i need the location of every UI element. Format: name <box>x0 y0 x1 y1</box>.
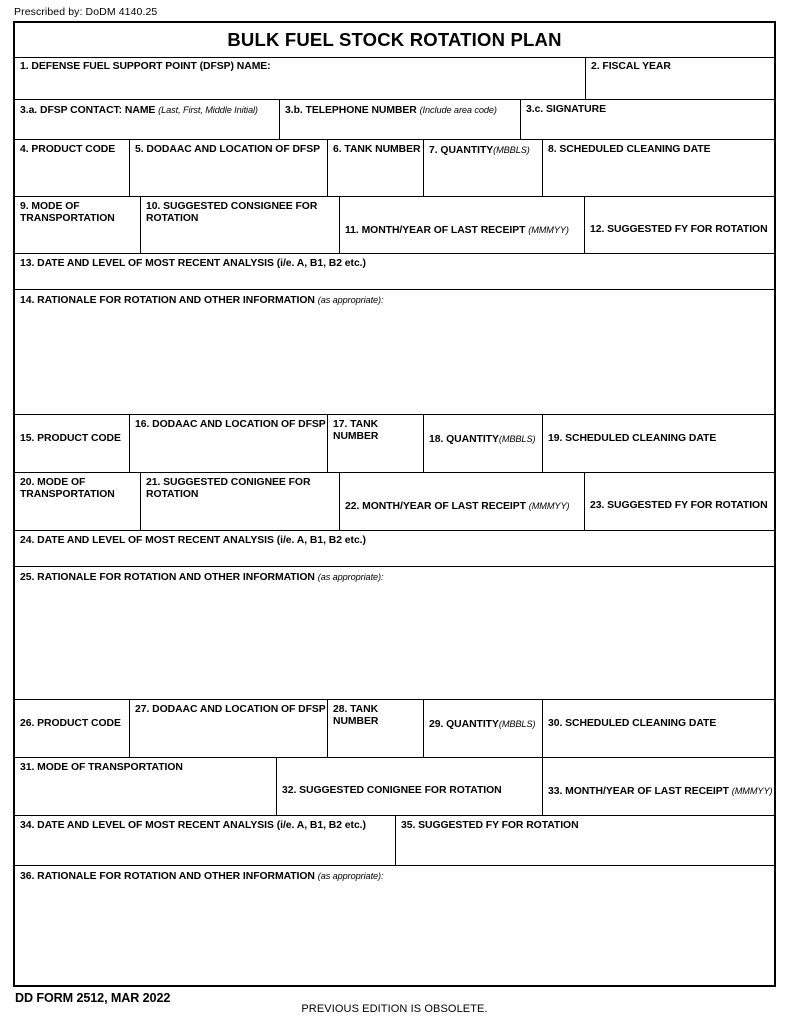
field-19-scheduled-cleaning-date[interactable] <box>542 415 774 472</box>
field-17-label: 17. TANK NUMBER <box>333 419 379 443</box>
field-26-product-code[interactable] <box>15 700 129 757</box>
field-11-label: 11. MONTH/YEAR OF LAST RECEIPT (MMMYY) <box>345 225 569 236</box>
field-30-scheduled-cleaning-date[interactable] <box>542 700 774 757</box>
field-7-quantity[interactable] <box>423 140 542 196</box>
field-36-rationale[interactable] <box>15 866 774 987</box>
field-12-suggested-fy-rotation[interactable] <box>584 197 774 253</box>
field-15-product-code[interactable] <box>15 415 129 472</box>
form-title-bar <box>15 23 774 58</box>
field-13-date-level-analysis[interactable] <box>15 254 774 289</box>
field-8-scheduled-cleaning-date[interactable] <box>542 140 774 196</box>
field-12-label: 12. SUGGESTED FY FOR ROTATION <box>590 224 768 235</box>
field-34-label: 34. DATE AND LEVEL OF MOST RECENT ANALYSIS (i/e. A, B1, B2 etc.) <box>20 820 366 831</box>
field-22-month-year-last-receipt[interactable] <box>339 473 584 530</box>
field-9-label: 9. MODE OF TRANSPORTATION <box>20 201 115 225</box>
field-16-label: 16. DODAAC AND LOCATION OF DFSP <box>135 419 326 430</box>
field-7-label: 7. QUANTITY(MBBLS) <box>429 145 530 156</box>
field-2-label: 2. FISCAL YEAR <box>591 61 671 72</box>
field-21-suggested-consignee[interactable] <box>140 473 339 530</box>
field-2-fiscal-year[interactable] <box>585 57 774 99</box>
field-1-dfsp-name[interactable] <box>15 57 585 99</box>
field-6-label: 6. TANK NUMBER <box>333 144 421 155</box>
field-14-rationale[interactable] <box>15 290 774 414</box>
field-6-tank-number[interactable] <box>327 140 423 196</box>
row-block1-product <box>15 140 774 197</box>
field-17-tank-number[interactable] <box>327 415 423 472</box>
field-4-product-code[interactable] <box>15 140 129 196</box>
field-3b-label: 3.b. TELEPHONE NUMBER (Include area code) <box>285 105 497 116</box>
previous-edition-note: PREVIOUS EDITION IS OBSOLETE. <box>301 1003 488 1015</box>
field-29-quantity[interactable] <box>423 700 542 757</box>
field-8-label: 8. SCHEDULED CLEANING DATE <box>548 144 711 155</box>
row-dfsp-name-fiscal-year <box>15 57 774 100</box>
field-30-label: 30. SCHEDULED CLEANING DATE <box>548 718 717 729</box>
field-35-suggested-fy-rotation[interactable] <box>395 816 774 865</box>
row-block1-transport <box>15 197 774 254</box>
form-number-footer: DD FORM 2512, MAR 2022 <box>15 991 171 1005</box>
field-24-label: 24. DATE AND LEVEL OF MOST RECENT ANALYSIS (i/e. A, B1, B2 etc.) <box>20 535 366 546</box>
field-25-rationale[interactable] <box>15 567 774 699</box>
field-21-label: 21. SUGGESTED CONIGNEE FOR ROTATION <box>146 477 311 501</box>
field-25-label: 25. RATIONALE FOR ROTATION AND OTHER INFORMATION (as appropriate): <box>20 572 384 583</box>
field-34-date-level-analysis[interactable] <box>15 816 395 865</box>
row-field-13 <box>15 254 774 290</box>
field-19-label: 19. SCHEDULED CLEANING DATE <box>548 433 717 444</box>
field-28-tank-number[interactable] <box>327 700 423 757</box>
row-dfsp-contact <box>15 100 774 140</box>
prescribed-by-text: Prescribed by: DoDM 4140.25 <box>14 6 158 18</box>
field-3b-telephone-number[interactable] <box>279 100 520 139</box>
field-20-mode-of-transportation[interactable] <box>15 473 140 530</box>
field-10-label: 10. SUGGESTED CONSIGNEE FOR ROTATION <box>146 201 318 225</box>
field-36-label: 36. RATIONALE FOR ROTATION AND OTHER INFORMATION (as appropriate): <box>20 871 384 882</box>
field-23-label: 23. SUGGESTED FY FOR ROTATION <box>590 500 768 511</box>
field-32-label: 32. SUGGESTED CONIGNEE FOR ROTATION <box>282 785 502 796</box>
field-18-quantity[interactable] <box>423 415 542 472</box>
row-block3-product <box>15 700 774 758</box>
row-block2-product <box>15 415 774 473</box>
field-20-label: 20. MODE OF TRANSPORTATION <box>20 477 115 501</box>
field-22-label: 22. MONTH/YEAR OF LAST RECEIPT (MMMYY) <box>345 501 570 512</box>
field-3a-contact-name[interactable] <box>15 100 279 139</box>
field-15-label: 15. PRODUCT CODE <box>20 433 121 444</box>
field-9-mode-of-transportation[interactable] <box>15 197 140 253</box>
field-16-dodaac-location[interactable] <box>129 415 327 472</box>
field-31-mode-of-transportation[interactable] <box>15 758 276 815</box>
row-field-24 <box>15 531 774 567</box>
field-24-date-level-analysis[interactable] <box>15 531 774 566</box>
field-32-suggested-consignee[interactable] <box>276 758 542 815</box>
field-31-label: 31. MODE OF TRANSPORTATION <box>20 762 183 773</box>
row-block2-transport <box>15 473 774 531</box>
field-5-label: 5. DODAAC AND LOCATION OF DFSP <box>135 144 320 155</box>
field-3c-label: 3.c. SIGNATURE <box>526 104 606 115</box>
field-29-label: 29. QUANTITY(MBBLS) <box>429 719 536 730</box>
field-28-label: 28. TANK NUMBER <box>333 704 379 728</box>
field-23-suggested-fy-rotation[interactable] <box>584 473 774 530</box>
field-26-label: 26. PRODUCT CODE <box>20 718 121 729</box>
field-3a-label: 3.a. DFSP CONTACT: NAME (Last, First, Middle Initial) <box>20 105 258 116</box>
field-13-label: 13. DATE AND LEVEL OF MOST RECENT ANALYSIS (i/e. A, B1, B2 etc.) <box>20 258 366 269</box>
field-14-label: 14. RATIONALE FOR ROTATION AND OTHER INFORMATION (as appropriate): <box>20 295 384 306</box>
row-field-14 <box>15 290 774 415</box>
row-field-36 <box>15 866 774 987</box>
field-3c-signature[interactable] <box>520 100 774 139</box>
row-field-25 <box>15 567 774 700</box>
page-title: BULK FUEL STOCK ROTATION PLAN <box>227 29 562 50</box>
row-block3-transport <box>15 758 774 816</box>
field-10-suggested-consignee[interactable] <box>140 197 339 253</box>
field-5-dodaac-location[interactable] <box>129 140 327 196</box>
field-35-label: 35. SUGGESTED FY FOR ROTATION <box>401 820 579 831</box>
field-33-label: 33. MONTH/YEAR OF LAST RECEIPT (MMMYY) <box>548 786 773 797</box>
field-27-label: 27. DODAAC AND LOCATION OF DFSP <box>135 704 326 715</box>
form-body <box>13 21 776 987</box>
field-18-label: 18. QUANTITY(MBBLS) <box>429 434 536 445</box>
row-block3-analysis <box>15 816 774 866</box>
field-27-dodaac-location[interactable] <box>129 700 327 757</box>
field-4-label: 4. PRODUCT CODE <box>20 144 116 155</box>
field-11-month-year-last-receipt[interactable] <box>339 197 584 253</box>
field-33-month-year-last-receipt[interactable] <box>542 758 774 815</box>
field-1-label: 1. DEFENSE FUEL SUPPORT POINT (DFSP) NAME: <box>20 61 271 72</box>
